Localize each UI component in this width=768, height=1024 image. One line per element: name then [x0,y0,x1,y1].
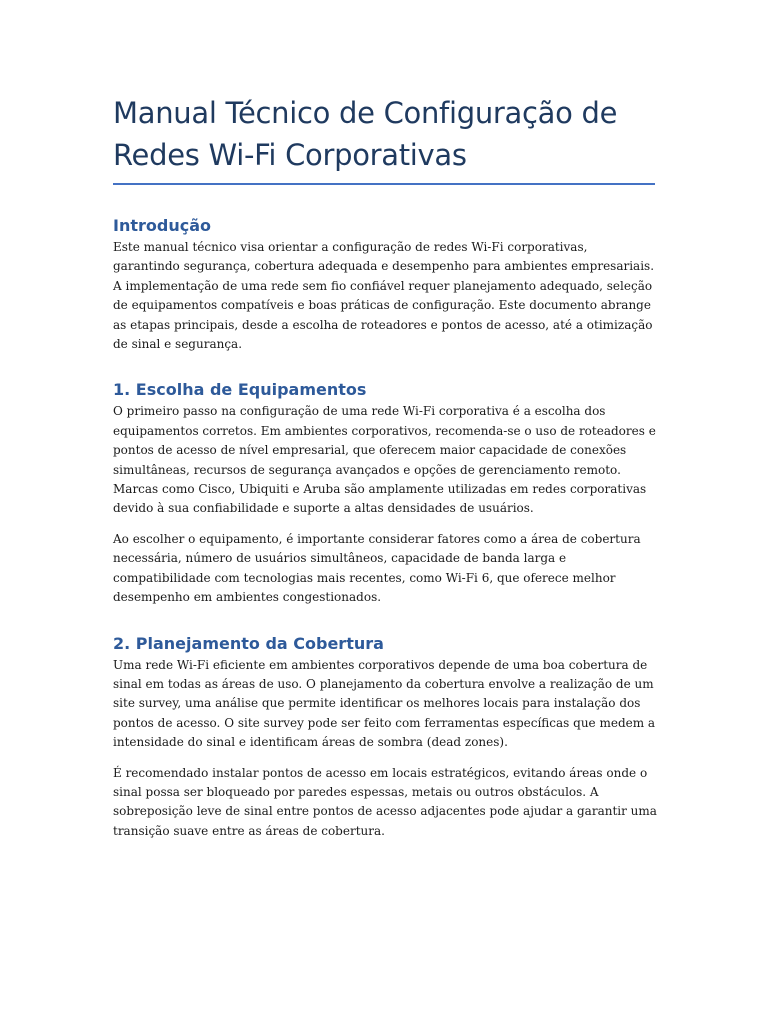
document-title [113,92,657,176]
document-title-line-2: Redes Wi-Fi Corporativas [113,138,467,172]
intro-paragraph: Este manual técnico visa orientar a configuração de redes Wi-Fi corporativas, garantindo segurança, cobertura adequada e desempenho para ambientes empresariais. A implementação de uma rede sem fio confiável requer planejamento adequado, seleção de equipamentos compatíveis e boas práticas de configuração. Este documento abrange as etapas principais, desde a escolha de roteadores e pontos de acesso, até a otimização de sinal e segurança. [113,240,655,352]
equipamentos-paragraph-1: O primeiro passo na configuração de uma rede Wi-Fi corporativa é a escolha dos equipamentos corretos. Em ambientes corporativos, recomenda-se o uso de roteadores e pontos de acesso de nível empresarial, que oferecem maior capacidade de conexões simultâneas, recursos de segurança avançados e opções de gerenciamento remoto. Marcas como Cisco, Ubiquiti e Aruba são amplamente utilizadas em redes corporativas devido à sua confiabilidade e suporte a altas densidades de usuários. [113,404,656,516]
section-heading-escolha-equipamentos: 1. Escolha de Equipamentos [113,380,367,400]
cobertura-paragraph-2: É recomendado instalar pontos de acesso em locais estratégicos, evitando áreas onde o sinal possa ser bloqueado por paredes espessas, metais ou outros obstáculos. A sobreposição leve de sinal entre pontos de acesso adjacentes pode ajudar a garantir uma transição suave entre as áreas de cobertura. [113,765,657,838]
cobertura-paragraph-1: Uma rede Wi-Fi eficiente em ambientes corporativos depende de uma boa cobertura de sinal em todas as áreas de uso. O planejamento da cobertura envolve a realização de um site survey, uma análise que permite identificar os melhores locais para instalação dos pontos de acesso. O site survey pode ser feito com ferramentas específicas que medem a intensidade do sinal e identificam áreas de sombra (dead zones). [113,657,656,750]
document-title-line-1: Manual Técnico de Configuração de [113,96,618,130]
section-heading-introducao: Introdução [113,216,211,235]
equipamentos-paragraph-2: Ao escolher o equipamento, é importante considerar fatores como a área de cobertura necessária, número de usuários simultâneos, capacidade de banda larga e compatibilidade com tecnologias mais recentes, como Wi-Fi 6, que oferece melhor desempenho em ambientes congestionados. [113,531,641,605]
section-heading-planejamento-cobertura: 2. Planejamento da Cobertura [113,633,384,653]
title-divider [113,183,655,185]
document-page [113,92,657,841]
